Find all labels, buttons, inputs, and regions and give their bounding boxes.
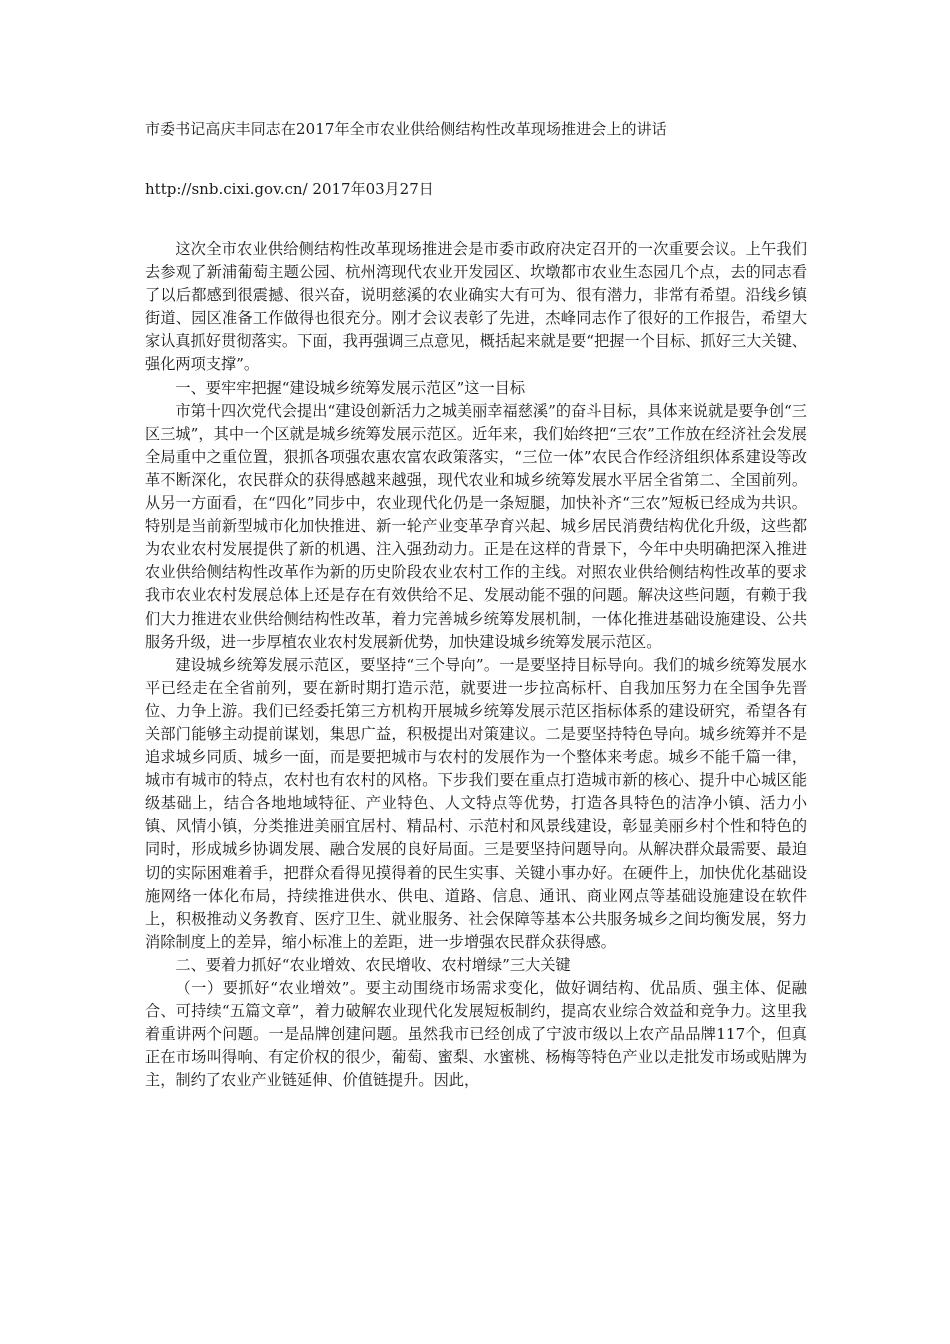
paragraph-intro: 这次全市农业供给侧结构性改革现场推进会是市委市政府决定召开的一次重要会议。上午我们去参观了新浦葡萄主题公园、杭州湾现代农业开发园区、坎墩都市农业生态园几个点，去的同志看了以后都感到很震撼、很兴奋，说明慈溪的农业确实大有可为、很有潜力，非常有希望。沿线乡镇街道、园区准备工作做得也很充分。刚才会议表彰了先进，杰峰同志作了很好的工作报告，希望大家认真抓好贯彻落实。下面，我再强调三点意见，概括起来就是要“把握一个目标、抓好三大关键、强化两项支撑”。 — [145, 240, 807, 374]
document-body — [145, 238, 807, 1092]
section-heading-2: 二、要着力抓好“农业增效、农民增收、农村增绿”三大关键 — [175, 955, 571, 974]
document-title: 市委书记高庆丰同志在2017年全市农业供给侧结构性改革现场推进会上的讲话 — [145, 120, 667, 138]
source-url-date: http://snb.cixi.gov.cn/ 2017年03月27日 — [145, 180, 434, 198]
document-page — [145, 118, 807, 1092]
paragraph-section1-three-orientations: 建设城乡统筹发展示范区，要坚持“三个导向”。一是要坚持目标导向。我们的城乡统筹发展水平已经走在全省前列，要在新时期打造示范，就要进一步拉高标杆、自我加压努力在全国争先晋位、力争上游。我们已经委托第三方机构开展城乡统筹发展示范区指标体系的建设研究，希望各有关部门能够主动提前谋划，集思广益，积极提出对策建议。二是要坚持特色导向。城乡统筹并不是追求城乡同质、城乡一面，而是要把城市与农村的发展作为一个整体来考虑。城乡不能千篇一律，城市有城市的特点，农村也有农村的风格。下步我们要在重点打造城市新的核心、提升中心城区能级基础上，结合各地地域特征、产业特色、人文特点等优势，打造各具特色的洁净小镇、活力小镇、风情小镇，分类推进美丽宜居村、精品村、示范村和风景线建设，彰显美丽乡村个性和特色的同时，形成城乡协调发展、融合发展的良好局面。三是要坚持问题导向。从解决群众最需要、最迫切的实际困难着手，把群众看得见摸得着的民生实事、关键小事办好。在硬件上，加快优化基础设施网络一体化布局，持续推进供水、供电、道路、信息、通讯、商业网点等基础设施建设在软件上，积极推动义务教育、医疗卫生、就业服务、社会保障等基本公共服务城乡之间均衡发展，努力消除制度上的差异，缩小标准上的差距，进一步增强农民群众获得感。 — [145, 655, 807, 951]
paragraph-section1-context: 市第十四次党代会提出“建设创新活力之城美丽幸福慈溪”的奋斗目标，具体来说就是要争创“三区三城”，其中一个区就是城乡统筹发展示范区。近年来，我们始终把“三农”工作放在经济社会发展全局重中之重位置，狠抓各项强农惠农富农政策落实，“三位一体”农民合作经济组织体系建设等改革不断深化，农民群众的获得感越来越强，现代农业和城乡统筹发展水平居全省第二、全国前列。从另一方面看，在“四化”同步中，农业现代化仍是一条短腿，加快补齐“三农”短板已经成为共识。特别是当前新型城市化加快推进、新一轮产业变革孕育兴起、城乡居民消费结构优化升级，这些都为农业农村发展提供了新的机遇、注入强劲动力。正是在这样的背景下，今年中央明确把深入推进农业供给侧结构性改革作为新的历史阶段农业农村工作的主线。对照农业供给侧结构性改革的要求我市农业农村发展总体上还是存在有效供给不足、发展动能不强的问题。解决这些问题，有赖于我们大力推进农业供给侧结构性改革，着力完善城乡统筹发展机制，一体化推进基础设施建设、公共服务升级，进一步厚植农业农村发展新优势，加快建设城乡统筹发展示范区。 — [145, 401, 807, 651]
section-heading-1: 一、要牢牢把握“建设城乡统筹发展示范区”这一目标 — [175, 378, 526, 397]
paragraph-section2-agriculture-efficiency: （一）要抓好“农业增效”。要主动围绕市场需求变化，做好调结构、优品质、强主体、促融合、可持续“五篇文章”，着力破解农业现代化发展短板制约，提高农业综合效益和竞争力。这里我着重讲两个问题。一是品牌创建问题。虽然我市已经创成了宁波市级以上农产品品牌117个，但真正在市场叫得响、有定价权的很少，葡萄、蜜梨、水蜜桃、杨梅等特色产业以走批发市场或贴牌为主，制约了农业产业链延伸、价值链提升。因此， — [145, 979, 807, 1090]
